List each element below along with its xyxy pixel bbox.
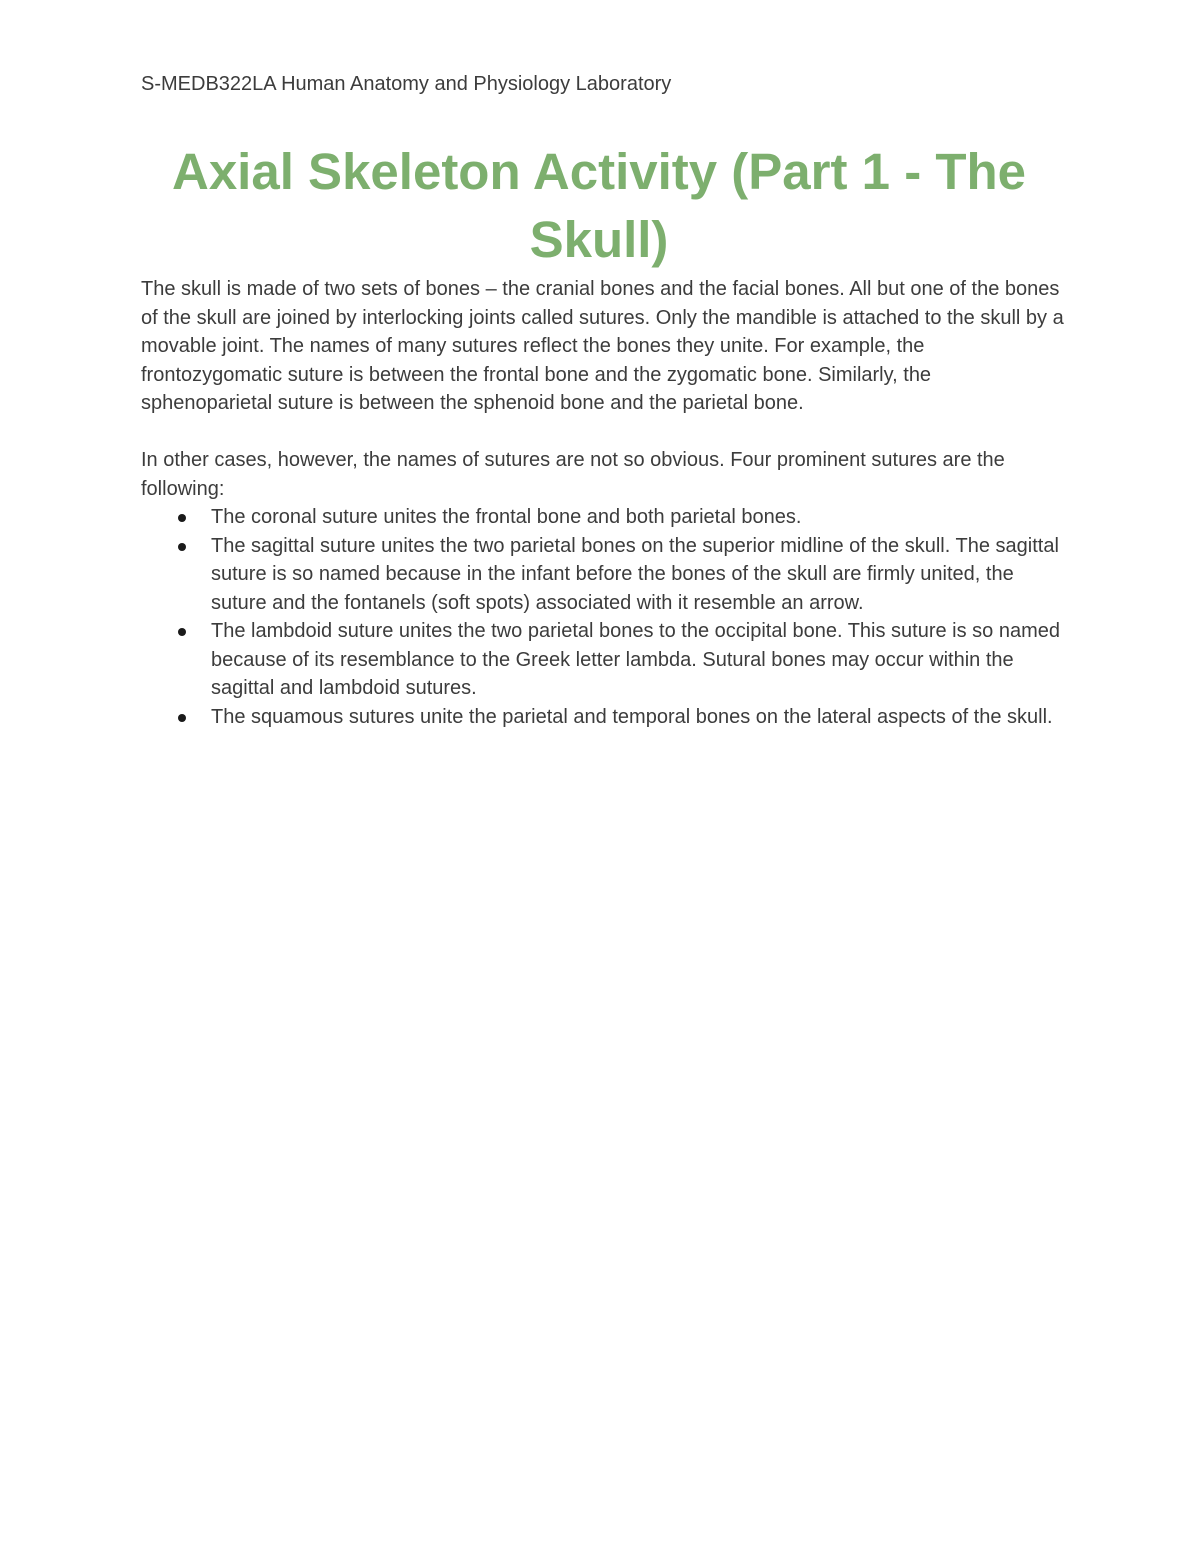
page-title: Axial Skeleton Activity (Part 1 - The Skull) — [171, 143, 1027, 268]
course-header: S-MEDB322LA Human Anatomy and Physiology Laboratory — [141, 73, 672, 95]
list-item-coronal — [141, 503, 1066, 532]
bullet-icon — [178, 628, 186, 636]
list-item-text: The squamous sutures unite the parietal and temporal bones on the lateral aspects of the skull. — [211, 705, 1053, 728]
list-item-sagittal — [141, 532, 1066, 618]
list-item-text: The lambdoid suture unites the two parietal bones to the occipital bone. This suture is so named because of its resemblance to the Greek letter lambda. Sutural bones may occur within the sagittal and lambdoid sutures. — [211, 620, 1061, 699]
intro-paragraph: The skull is made of two sets of bones – the cranial bones and the facial bones. All but one of the bones of the skull are joined by interlocking joints called sutures. Only the mandible is attached to the skull by a movable joint. The names of many sutures reflect the bones they unite. For example, the frontozygomatic suture is between the frontal bone and the zygomatic bone. Similarly, the sphenoparietal suture is between the sphenoid bone and the parietal bone. — [141, 278, 1064, 414]
sutures-intro-paragraph: In other cases, however, the names of sutures are not so obvious. Four prominent sutures are the following: — [141, 449, 1005, 500]
sutures-list — [141, 503, 1066, 731]
bullet-icon — [178, 543, 186, 551]
bullet-icon — [178, 514, 186, 522]
list-item-lambdoid — [141, 617, 1066, 703]
list-item-text: The coronal suture unites the frontal bone and both parietal bones. — [211, 506, 802, 528]
list-item-text: The sagittal suture unites the two parietal bones on the superior midline of the skull. The sagittal suture is so named because in the infant before the bones of the skull are firmly united, the suture and the fontanels (soft spots) associated with it resemble an arrow. — [211, 534, 1059, 614]
list-item-squamous — [141, 703, 1066, 732]
bullet-icon — [178, 714, 186, 722]
